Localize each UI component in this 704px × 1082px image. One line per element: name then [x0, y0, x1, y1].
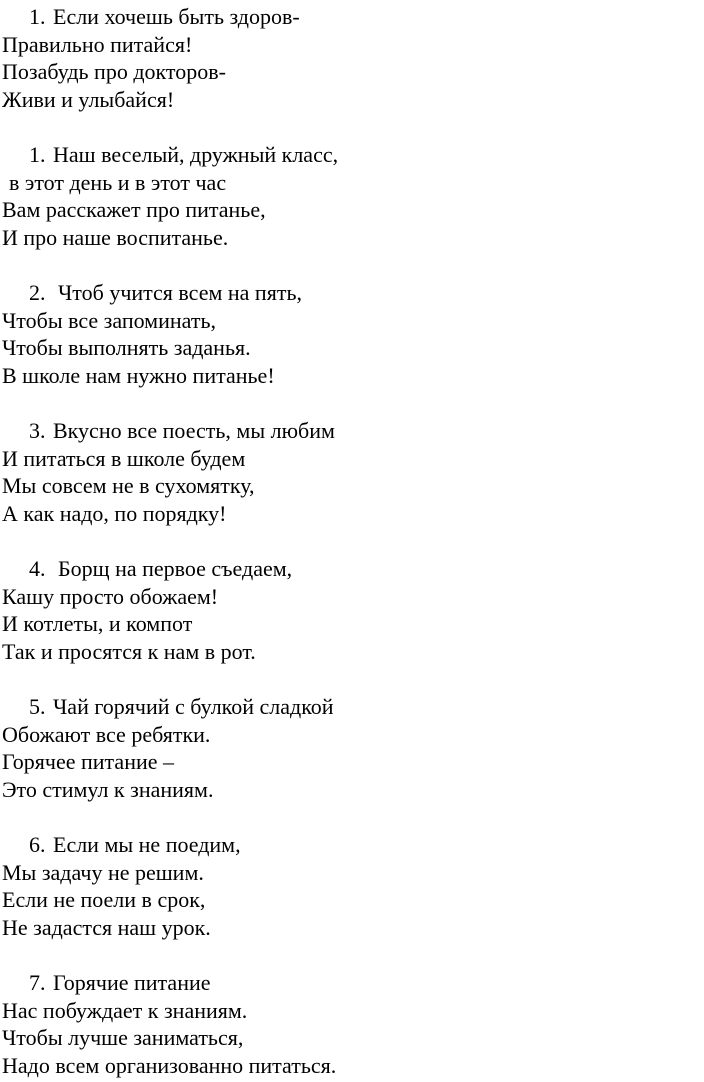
stanza-first-line	[0, 141, 704, 169]
poem-line: Наш веселый, дружный класс,	[53, 142, 339, 167]
stanza-number: 6.	[29, 832, 46, 857]
poem-line: Если мы не поедим,	[53, 832, 241, 857]
stanza-number: 2.	[29, 280, 46, 305]
stanza-first-line	[0, 3, 704, 31]
poem-line: Правильно питайся!	[2, 31, 193, 57]
stanza	[0, 141, 704, 251]
poem-line: Позабудь про докторов-	[2, 59, 226, 85]
poem-line: Вам расскажет про питанье,	[2, 197, 266, 223]
poem-line: Чтобы выполнять заданья.	[2, 335, 251, 361]
poem-line: Надо всем организованно питаться.	[2, 1052, 337, 1078]
stanza	[0, 279, 704, 389]
stanza-first-line	[0, 417, 704, 445]
poem-line: Нас побуждает к знаниям.	[2, 997, 248, 1023]
stanza-number: 1.	[29, 142, 46, 167]
stanza	[0, 693, 704, 803]
poem-line: Горячие питание	[53, 970, 211, 995]
stanza-first-line	[0, 693, 704, 721]
stanza-number: 1.	[29, 4, 46, 29]
poem-line: Чтобы лучше заниматься,	[2, 1025, 244, 1051]
poem-line: Если не поели в срок,	[2, 887, 206, 913]
poem-line: Чтобы все запоминать,	[2, 307, 216, 333]
poem-line: Не задастся наш урок.	[2, 914, 211, 940]
poem-line: в этот день и в этот час	[9, 169, 227, 195]
stanza-first-line	[0, 555, 704, 583]
stanza-first-line	[0, 969, 704, 997]
stanza-number: 7.	[29, 970, 46, 995]
poem-line: Так и просятся к нам в рот.	[2, 638, 256, 664]
poem-line: Мы совсем не в сухомятку,	[2, 473, 255, 499]
stanza-first-line	[0, 831, 704, 859]
poem-line: Мы задачу не решим.	[2, 859, 204, 885]
stanza-number: 3.	[29, 418, 46, 443]
poem-line: И котлеты, и компот	[2, 611, 193, 637]
poem-line: Обожают все ребятки.	[2, 721, 211, 747]
poem-line: Это стимул к знаниям.	[2, 776, 214, 802]
stanza-first-line	[0, 279, 704, 307]
stanza	[0, 831, 704, 941]
poem-line: В школе нам нужно питанье!	[2, 362, 275, 388]
stanza	[0, 555, 704, 665]
stanza	[0, 417, 704, 527]
poem-line: Горячее питание –	[2, 749, 175, 775]
poem-line: Борщ на первое съедаем,	[58, 556, 293, 581]
poem-line: И про наше воспитанье.	[2, 224, 229, 250]
stanza-number: 5.	[29, 694, 46, 719]
stanza	[0, 3, 704, 113]
poem-line: Чтоб учится всем на пять,	[58, 280, 302, 305]
stanza	[0, 969, 704, 1079]
stanza-number: 4.	[29, 556, 46, 581]
poem-line: И питаться в школе будем	[2, 445, 246, 471]
poem-line: Живи и улыбайся!	[2, 86, 175, 112]
poem-line: Вкусно все поесть, мы любим	[53, 418, 335, 443]
poem-line: А как надо, по порядку!	[2, 500, 227, 526]
poem-line: Чай горячий с булкой сладкой	[53, 694, 334, 719]
poem-line: Кашу просто обожаем!	[2, 583, 219, 609]
poem-line: Если хочешь быть здоров-	[53, 4, 300, 29]
